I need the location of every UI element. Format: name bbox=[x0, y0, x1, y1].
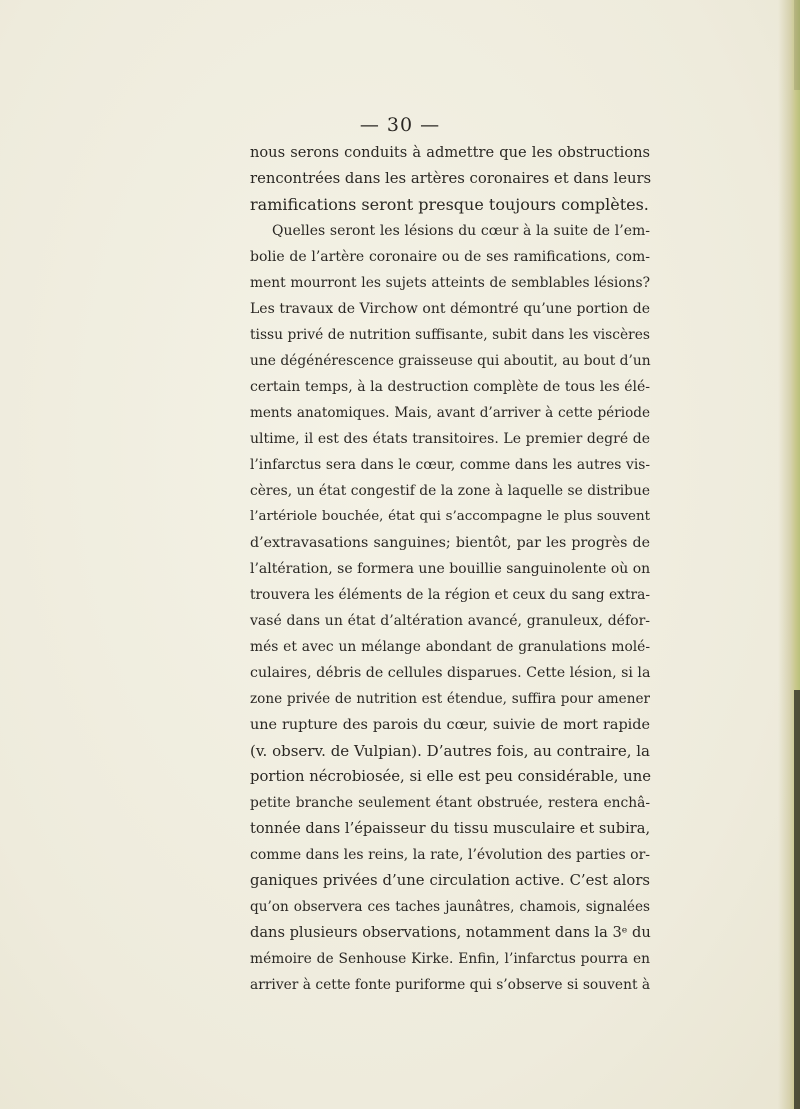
text-line: arriver à cette fonte puriforme qui s’observe si souvent à bbox=[250, 977, 651, 993]
text-line: ramifications seront presque toujours complètes. bbox=[250, 195, 649, 214]
text-line: une rupture des parois du cœur, suivie de mort rapide bbox=[250, 717, 650, 733]
text-line: l’artériole bouchée, état qui s’accompagne le plus souvent bbox=[250, 509, 650, 524]
text-line: rencontrées dans les artères coronaires et dans leurs bbox=[250, 170, 652, 187]
text-line: cères, un état congestif de la zone à laquelle se distribue bbox=[250, 483, 650, 499]
text-line: ganiques privées d’une circulation active. C’est alors bbox=[250, 872, 650, 889]
text-line: Les travaux de Virchow ont démontré qu’une portion de bbox=[250, 301, 650, 317]
page-edge-mark bbox=[794, 690, 800, 1109]
text-line: ments anatomiques. Mais, avant d’arriver à cette période bbox=[250, 405, 650, 421]
text-line: més et avec un mélange abondant de granulations molé- bbox=[250, 639, 650, 655]
text-line: culaires, débris de cellules disparues. Cette lésion, si la bbox=[250, 665, 651, 681]
text-line: ultime, il est des états transitoires. Le premier degré de bbox=[250, 431, 650, 447]
text-line: d’extravasations sanguines; bientôt, par les progrès de bbox=[250, 535, 650, 551]
page-number: — 30 — bbox=[359, 114, 441, 136]
text-line: trouvera les éléments de la région et ceux du sang extra- bbox=[250, 587, 650, 603]
text-line: vasé dans un état d’altération avancé, granuleux, défor- bbox=[250, 613, 650, 629]
page-edge-mark bbox=[794, 0, 800, 90]
text-line: mémoire de Senhouse Kirke. Enfin, l’infarctus pourra en bbox=[250, 951, 650, 967]
text-line: l’infarctus sera dans le cœur, comme dans les autres vis- bbox=[250, 457, 650, 473]
text-line: tonnée dans l’épaisseur du tissu musculaire et subira, bbox=[250, 820, 651, 837]
text-line: bolie de l’artère coronaire ou de ses ramifications, com- bbox=[250, 249, 650, 265]
text-line: l’altération, se formera une bouillie sanguinolente où on bbox=[250, 561, 651, 577]
text-line: certain temps, à la destruction complète de tous les élé- bbox=[250, 379, 650, 395]
text-line: comme dans les reins, la rate, l’évolution des parties or- bbox=[250, 847, 650, 863]
text-line: portion nécrobiosée, si elle est peu considérable, une bbox=[250, 768, 651, 785]
text-line: Quelles seront les lésions du cœur à la suite de l’em- bbox=[272, 223, 650, 239]
text-line: tissu privé de nutrition suffisante, subit dans les viscères bbox=[250, 327, 650, 343]
text-line: zone privée de nutrition est étendue, suffira pour amener bbox=[250, 691, 650, 707]
text-line: une dégénérescence graisseuse qui aboutit, au bout d’un bbox=[250, 353, 651, 369]
text-line: nous serons conduits à admettre que les obstructions bbox=[250, 144, 650, 161]
text-line: qu’on observera ces taches jaunâtres, chamois, signalées bbox=[250, 899, 650, 915]
body-text bbox=[250, 140, 650, 998]
text-line: petite branche seulement étant obstruée, restera enchâ- bbox=[250, 795, 650, 811]
text-line: (v. observ. de Vulpian). D’autres fois, au contraire, la bbox=[250, 742, 650, 760]
text-line: ment mourront les sujets atteints de semblables lésions? bbox=[250, 275, 650, 291]
text-line: dans plusieurs observations, notamment dans la 3ᵉ du bbox=[250, 924, 651, 941]
